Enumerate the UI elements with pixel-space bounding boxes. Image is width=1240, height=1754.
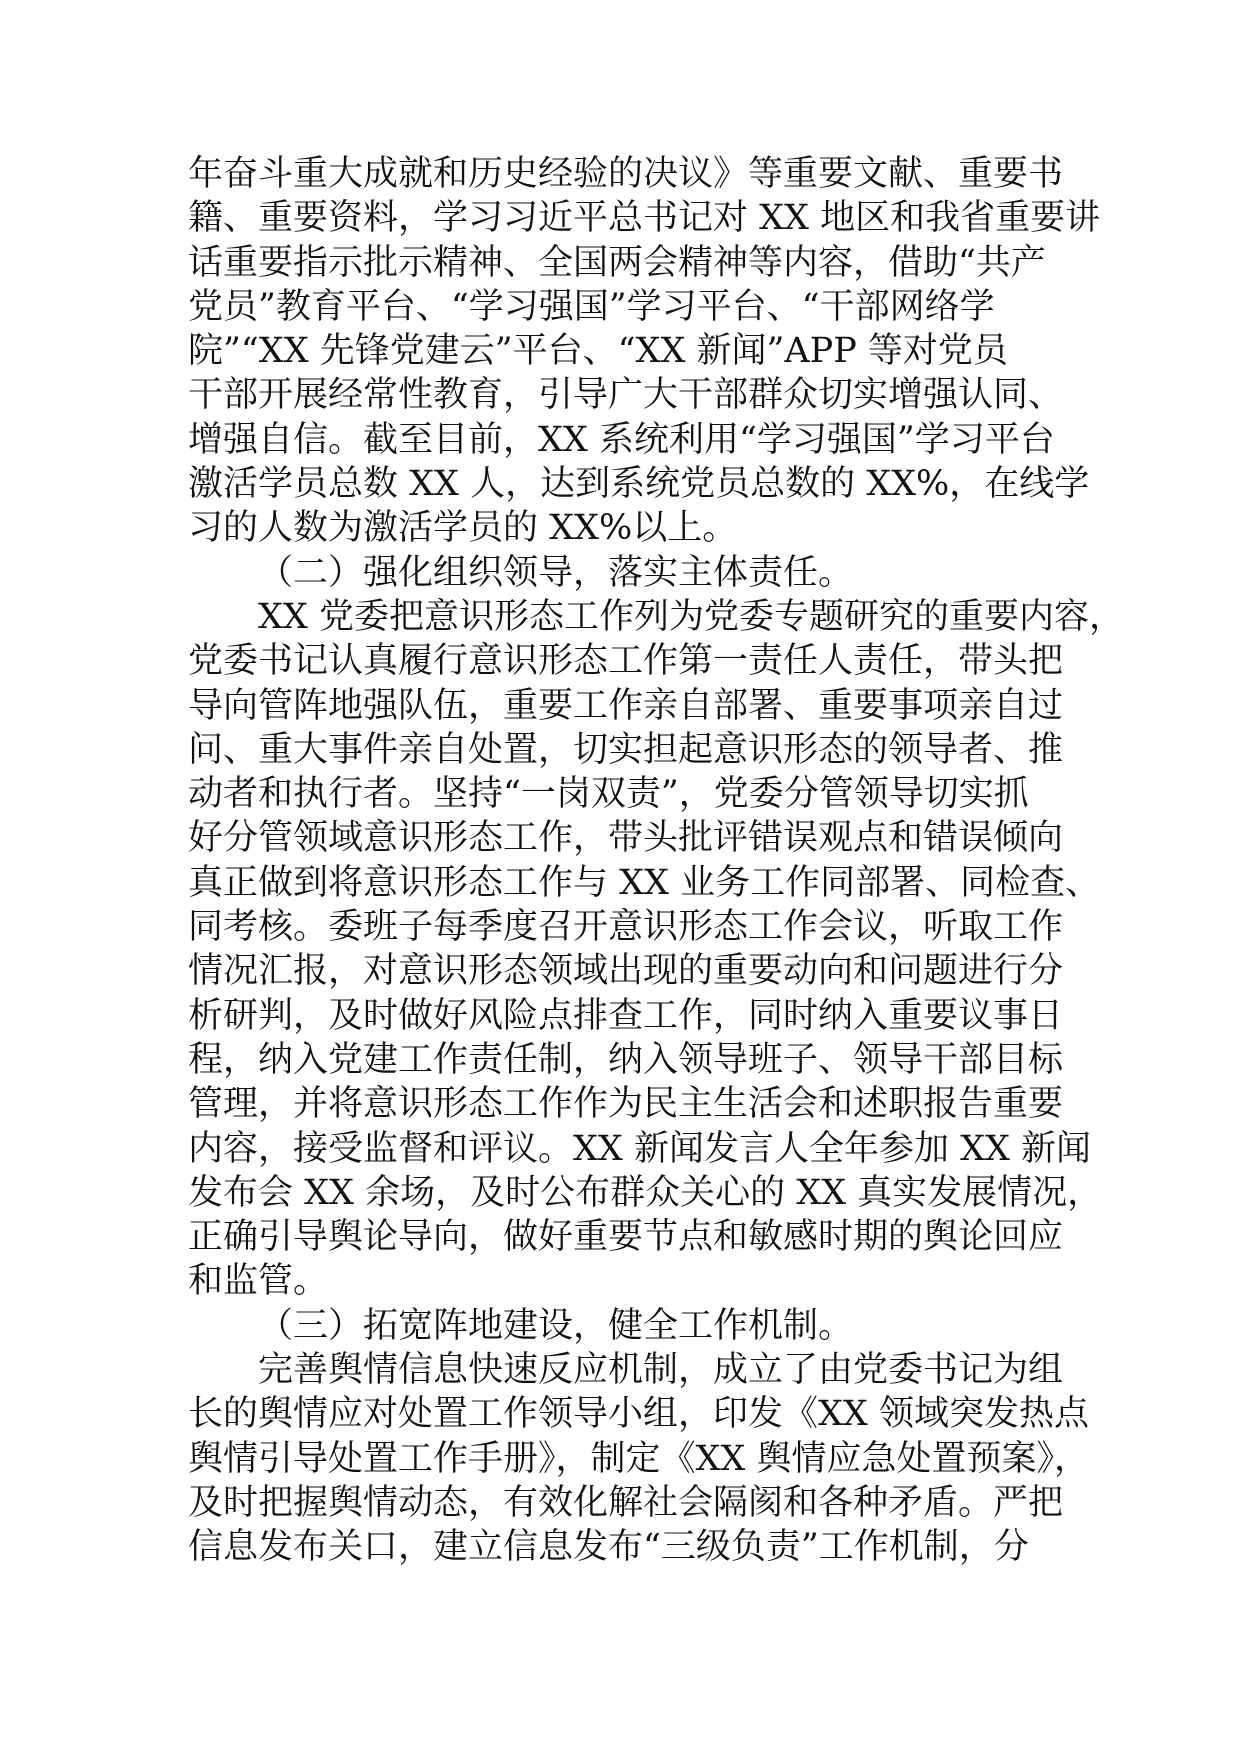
text-line: 党委书记认真履行意识形态工作第一责任人责任，带头把 — [188, 641, 1064, 682]
text-line: 增强自信。截至目前，XX 系统利用“学习强国”学习平台 — [188, 419, 1055, 460]
text-line: 籍、重要资料，学习习近平总书记对 XX 地区和我省重要讲 — [188, 198, 1101, 239]
text-line: 话重要指示批示精神、全国两会精神等内容，借助“共产 — [188, 242, 1046, 283]
text-line: 和监管。 — [188, 1261, 329, 1302]
text-line: 问、重大事件亲自处置，切实担起意识形态的领导者、推 — [188, 729, 1064, 770]
text-line: 导向管阵地强队伍，重要工作亲自部署、重要事项亲自过 — [188, 685, 1064, 726]
text-line: 同考核。委班子每季度召开意识形态工作会议，听取工作 — [188, 907, 1064, 948]
text-line: 习的人数为激活学员的 XX%以上。 — [188, 508, 738, 549]
section-heading-3: （三）拓宽阵地建设，健全工作机制。 — [258, 1305, 854, 1346]
text-line: 发布会 XX 余场，及时公布群众关心的 XX 真实发展情况， — [188, 1172, 1103, 1213]
text-line: 内容，接受监督和评议。XX 新闻发言人全年参加 XX 新闻 — [188, 1128, 1092, 1169]
text-line: 舆情引导处置工作手册》，制定《XX 舆情应急处置预案》， — [188, 1438, 1089, 1479]
text-line: 院”“XX 先锋党建云”平台、“XX 新闻”APP 等对党员 — [188, 331, 1008, 372]
text-line: XX 党委把意识形态工作列为党委专题研究的重要内容， — [258, 596, 1124, 637]
text-line: 年奋斗重大成就和历史经验的决议》等重要文献、重要书 — [188, 154, 1064, 194]
section-heading-2: （二）强化组织领导，落实主体责任。 — [258, 552, 854, 593]
text-line: 析研判，及时做好风险点排查工作，同时纳入重要议事日 — [188, 995, 1064, 1036]
text-line: 信息发布关口，建立信息发布“三级负责”工作机制，分 — [188, 1527, 1029, 1568]
text-line: 正确引导舆论导向，做好重要节点和敏感时期的舆论回应 — [188, 1217, 1064, 1258]
text-line: 真正做到将意识形态工作与 XX 业务工作同部署、同检查、 — [188, 862, 1101, 903]
text-line: 长的舆情应对处置工作领导小组，印发《XX 领域突发热点 — [188, 1394, 1089, 1435]
text-line: 激活学员总数 XX 人，达到系统党员总数的 XX%，在线学 — [188, 464, 1090, 505]
text-line: 好分管领域意识形态工作，带头批评错误观点和错误倾向 — [188, 818, 1064, 859]
text-line: 完善舆情信息快速反应机制，成立了由党委书记为组 — [258, 1350, 1064, 1391]
text-line: 程，纳入党建工作责任制，纳入领导班子、领导干部目标 — [188, 1039, 1064, 1080]
text-line: 动者和执行者。坚持“一岗双责”，党委分管领导切实抓 — [188, 774, 1029, 815]
document-body — [188, 152, 1124, 1570]
text-line: 管理，并将意识形态工作作为民主生活会和述职报告重要 — [188, 1084, 1064, 1125]
text-line: 及时把握舆情动态，有效化解社会隔阂和各种矛盾。严把 — [188, 1482, 1064, 1523]
text-line: 干部开展经常性教育，引导广大干部群众切实增强认同、 — [188, 375, 1064, 416]
text-line: 党员”教育平台、“学习强国”学习平台、“干部网络学 — [188, 286, 995, 327]
text-line: 情况汇报，对意识形态领域出现的重要动向和问题进行分 — [188, 951, 1064, 992]
